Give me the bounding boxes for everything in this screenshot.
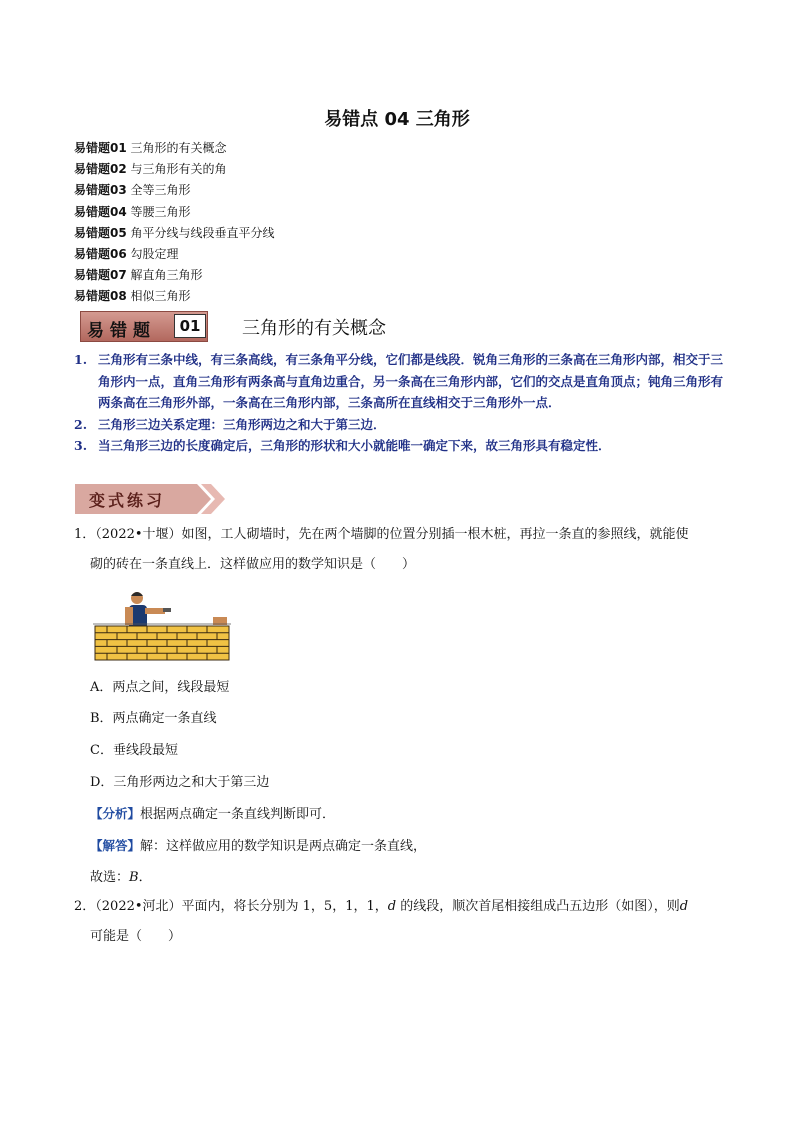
- analysis-line: 【分析】根据两点确定一条直线判断即可．: [90, 806, 336, 822]
- toc-item: 易错题07 解直角三角形: [74, 268, 203, 283]
- question-1-line-1: 1．（2022•十堰）如图，工人砌墙时，先在两个墙脚的位置分别插一根木桩，再拉一条直的参照线，就能使: [74, 527, 689, 542]
- toc-item: 易错题08 相似三角形: [74, 289, 191, 304]
- key-point: 1. 三角形有三条中线，有三条高线，有三条角平分线，它们都是线段．锐角三角形的三条高在三角形内部，相交于三角形内一点，直角三角形有两条高与直角边重合，另一条高在三角形内部，它们的交点是直角顶点；钝角三角形有两条高在三角形外部，一条高在三角形内部，三条高所在直线相交于三角形外一点．: [74, 352, 724, 410]
- option-a: A．两点之间，线段最短: [90, 680, 230, 695]
- section-number: 01: [174, 314, 206, 338]
- section-header: [80, 311, 480, 343]
- toc-item: 易错题01 三角形的有关概念: [74, 141, 227, 155]
- key-point: 3. 当三角形三边的长度确定后，三角形的形状和大小就能唯一确定下来，故三角形具有稳定性．: [74, 438, 611, 453]
- section-title: 三角形的有关概念: [242, 318, 386, 339]
- option-b: B．两点确定一条直线: [90, 711, 217, 726]
- question-1: [74, 520, 734, 580]
- page-title: 易错点 04 三角形: [324, 109, 470, 130]
- toc-item: 易错题06 勾股定理: [74, 246, 179, 261]
- analysis-tag: 【分析】: [90, 806, 141, 821]
- bricklayer-illustration: [93, 588, 233, 662]
- option-d: D．三角形两边之和大于第三边: [90, 775, 270, 790]
- toc-item: 易错题04 等腰三角形: [74, 204, 191, 219]
- choice-line: 故选：B．: [90, 870, 152, 885]
- answer-line: 【解答】解：这样做应用的数学知识是两点确定一条直线，: [90, 838, 427, 854]
- question-2-line-2: 可能是（ ）: [90, 929, 182, 944]
- answer-tag: 【解答】: [90, 838, 141, 853]
- question-1-line-2: 砌的砖在一条直线上．这样做应用的数学知识是（ ）: [90, 557, 416, 572]
- question-2: [74, 892, 734, 952]
- question-2-line-1: 2．（2022•河北）平面内，将长分别为 1，5，1，1，d 的线段，顺次首尾相接组成凸五边形（如图），则d: [74, 899, 689, 914]
- toc-item: 易错题02 与三角形有关的角: [74, 162, 227, 177]
- toc-item: 易错题03 全等三角形: [74, 183, 191, 198]
- practice-label: 变式练习: [89, 491, 166, 510]
- table-of-contents: [74, 138, 275, 308]
- key-point: 2. 三角形三边关系定理：三角形两边之和大于第三边．: [74, 416, 386, 432]
- practice-tab: [75, 484, 225, 514]
- toc-item: 易错题05 角平分线与线段垂直平分线: [74, 225, 275, 240]
- section-badge-label: 易错题: [87, 321, 156, 341]
- option-c: C．垂线段最短: [90, 743, 178, 758]
- key-points: [74, 349, 726, 457]
